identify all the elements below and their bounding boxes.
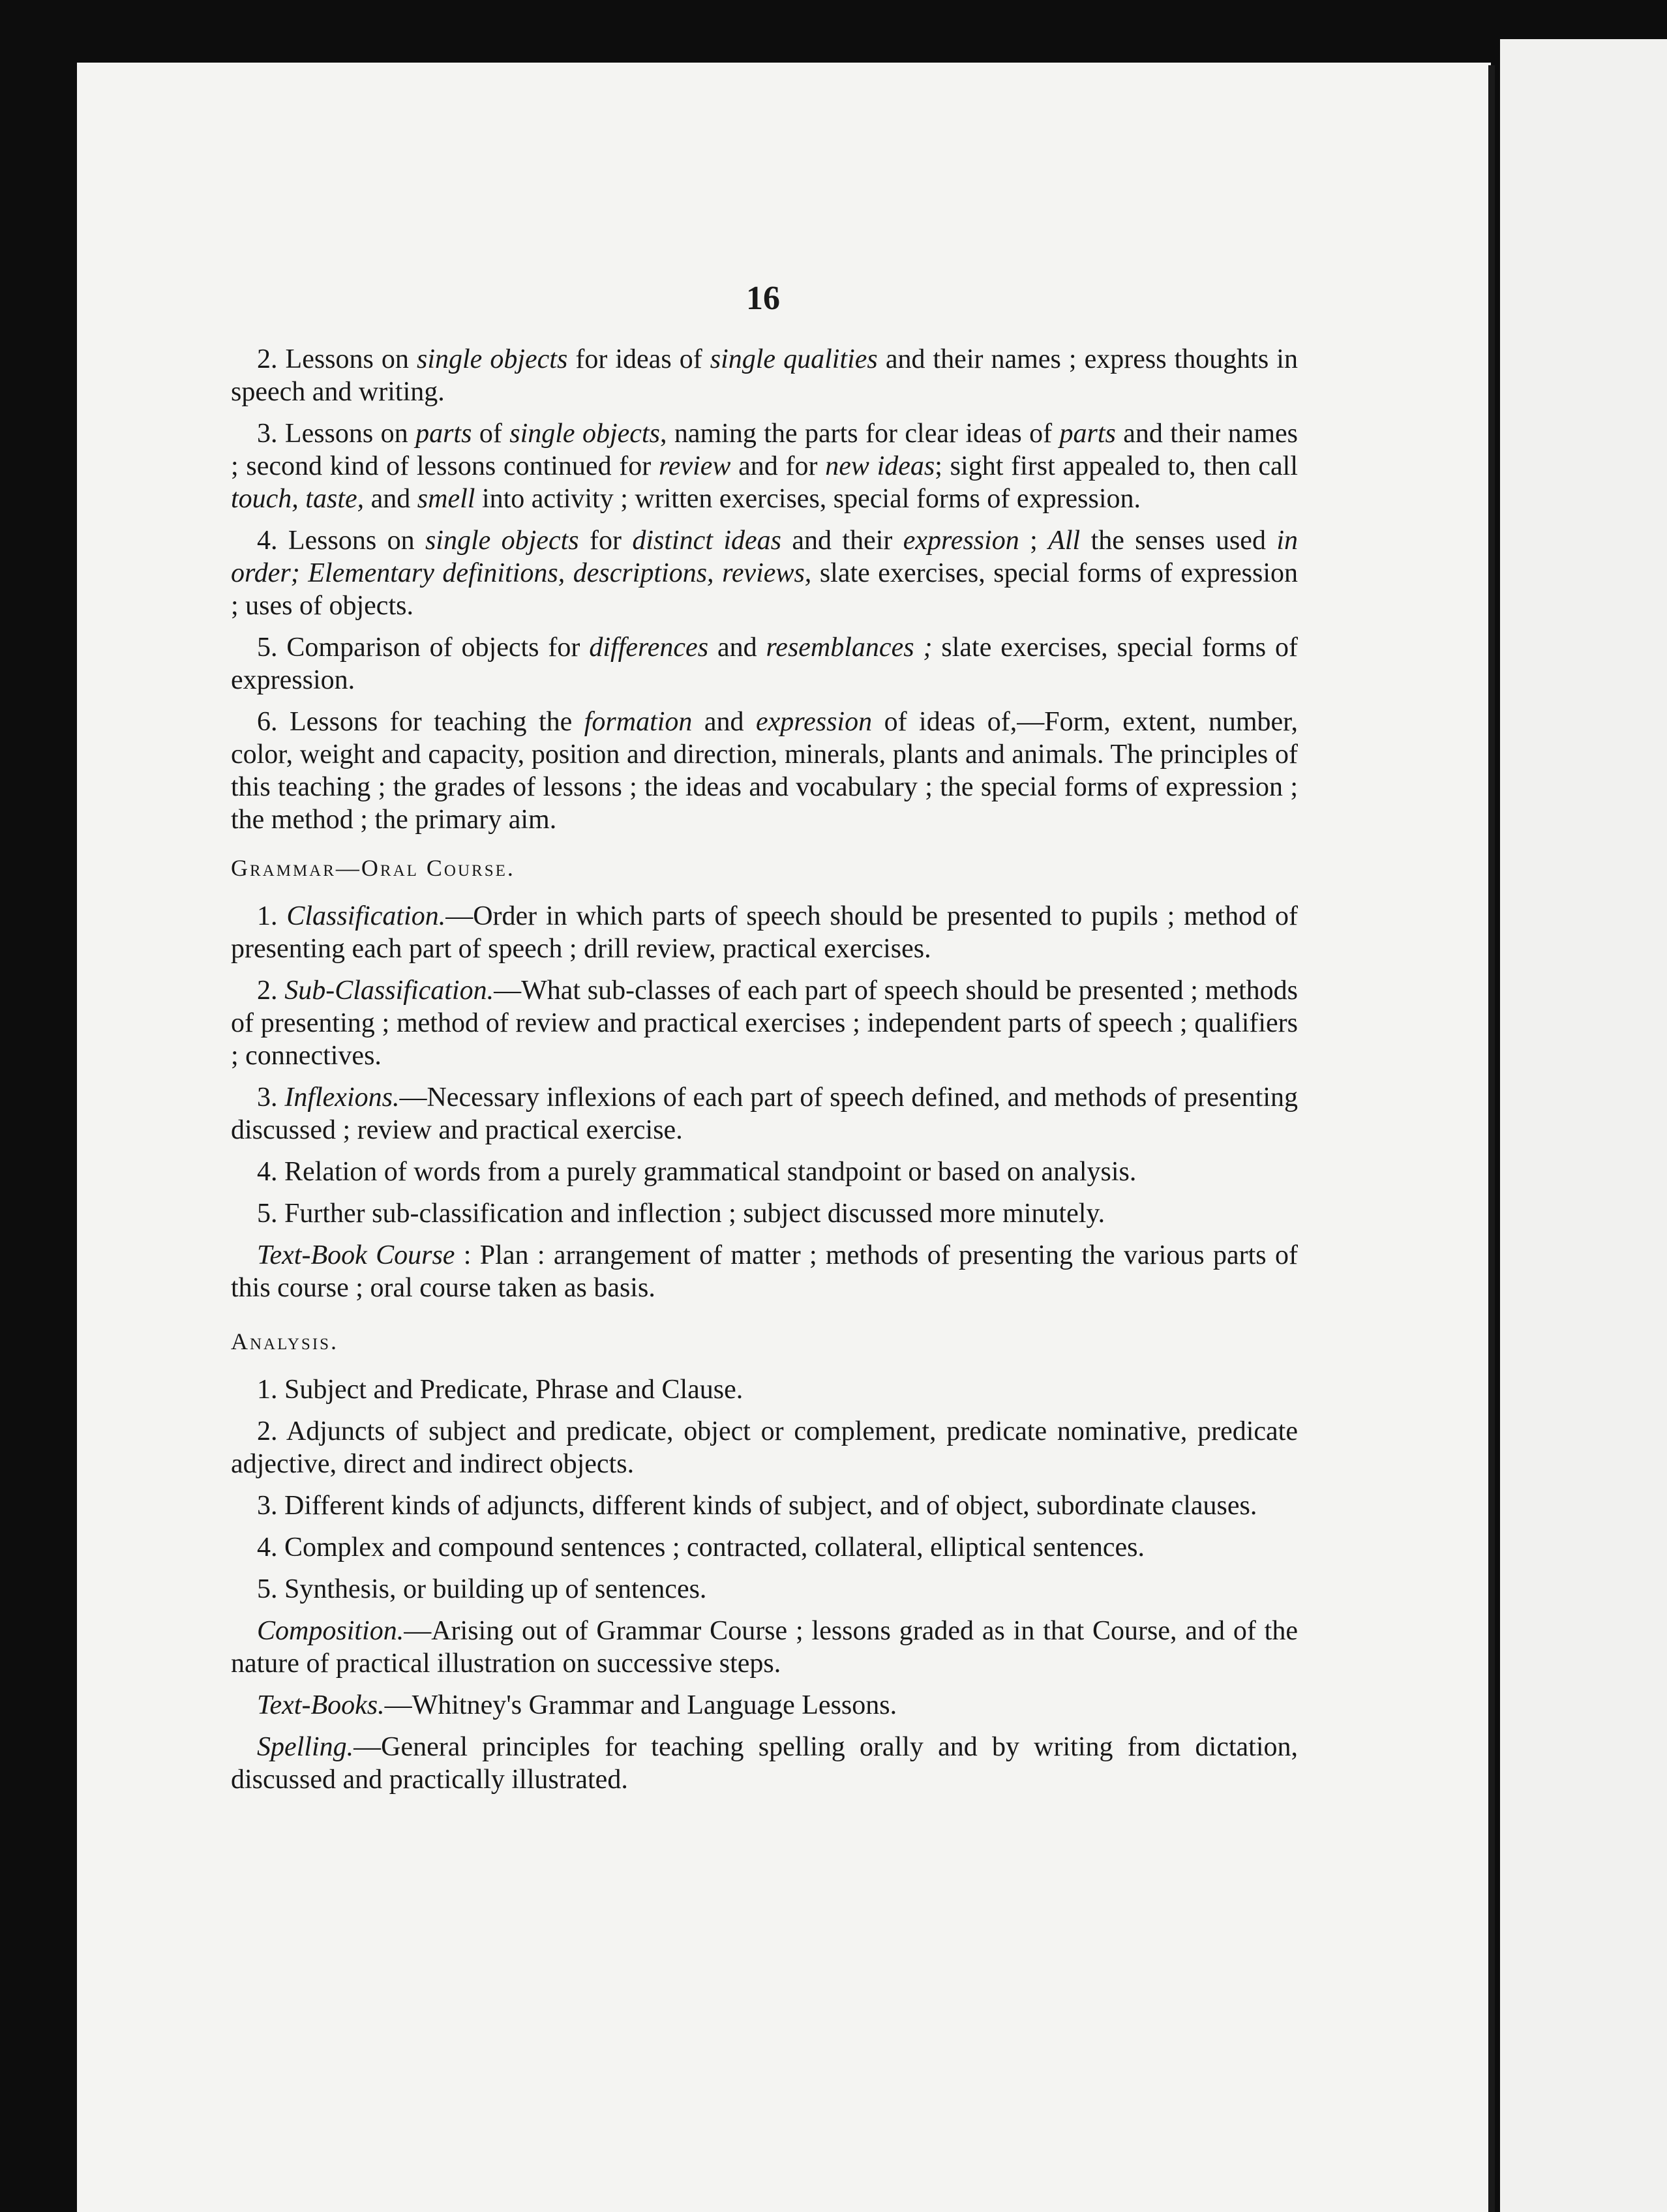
- text-run: and their names ; express thoughts in speech and writing.: [231, 344, 1298, 407]
- text-run: of: [472, 419, 510, 449]
- text-run: 5. Comparison of objects for: [257, 633, 590, 663]
- text-run: 2.: [257, 976, 285, 1006]
- text-run: into activity ; written exercises, special forms of expression.: [475, 484, 1141, 514]
- text-run: 3.: [257, 1083, 285, 1113]
- paragraph: [231, 1689, 1298, 1722]
- paragraph: [231, 1239, 1298, 1304]
- italic-text: Sub-Classification.: [284, 976, 494, 1006]
- text-run: ; sight first appealed to, then call: [935, 451, 1299, 481]
- paragraph: [231, 974, 1298, 1072]
- italic-text: single qualities: [710, 344, 878, 374]
- italic-text: expression: [756, 707, 873, 737]
- italic-text: single objects: [416, 344, 568, 374]
- paragraph: [231, 1615, 1298, 1680]
- text-run: 4. Relation of words from a purely grammatical standpoint or based on analysis.: [257, 1157, 1137, 1187]
- italic-text: parts: [415, 419, 472, 449]
- section: [231, 343, 1298, 836]
- italic-text: differences: [589, 633, 709, 663]
- text-run: and their: [781, 526, 903, 556]
- text-run: and their names ; second kind of lessons continued for: [231, 419, 1298, 481]
- italic-text: Text-Books.: [257, 1690, 385, 1720]
- paragraph: [231, 1573, 1298, 1606]
- text-run: 2. Adjuncts of subject and predicate, object or complement, predicate nominative, predicate adjective, direct and indirect objects.: [231, 1416, 1298, 1479]
- text-run: : Plan : arrangement of matter ; methods of presenting the various parts of this course ; oral course taken as basis.: [231, 1240, 1298, 1303]
- text-run: and: [364, 484, 417, 514]
- section: [231, 1325, 1298, 1796]
- text-run: for ideas of: [567, 344, 710, 374]
- paragraph: [231, 1197, 1298, 1230]
- text-run: 1. Subject and Predicate, Phrase and Clause.: [257, 1375, 743, 1405]
- page-fold: [1488, 65, 1495, 2212]
- text-run: and: [708, 633, 766, 663]
- paragraph: [231, 1373, 1298, 1406]
- italic-text: resemblances ;: [766, 633, 933, 663]
- paragraph: [231, 1081, 1298, 1146]
- italic-text: distinct ideas: [632, 526, 782, 556]
- italic-text: formation: [584, 707, 693, 737]
- text-run: —Order in which parts of speech should be presented to pupils ; method of presenting each part of speech ; drill review, practical exercises.: [231, 901, 1298, 964]
- paragraph: [231, 1156, 1298, 1188]
- italic-text: Spelling.: [257, 1732, 354, 1762]
- text-run: 5. Further sub-classification and inflection ; subject discussed more minutely.: [257, 1199, 1105, 1229]
- text-run: ;: [1019, 526, 1049, 556]
- italic-text: expression: [903, 526, 1019, 556]
- italic-text: new ideas: [825, 451, 935, 481]
- section: [231, 852, 1298, 1304]
- text-run: the senses used: [1080, 526, 1277, 556]
- text-run: —Necessary inflexions of each part of speech defined, and methods of presenting discussed ; review and practical exercise.: [231, 1083, 1299, 1145]
- text-run: and: [692, 707, 757, 737]
- paragraph: [231, 631, 1298, 696]
- paragraph: [231, 524, 1298, 622]
- italic-text: Composition.: [257, 1616, 404, 1646]
- paragraph: [231, 706, 1298, 836]
- italic-text: single objects: [509, 419, 660, 449]
- text-run: 2. Lessons on: [257, 344, 417, 374]
- italic-text: single objects: [425, 526, 579, 556]
- text-run: —Whitney's Grammar and Language Lessons.: [384, 1690, 897, 1720]
- text-run: slate exercises, special forms of expression ; uses of objects.: [231, 558, 1298, 621]
- text-run: —Arising out of Grammar Course ; lessons graded as in that Course, and of the nature of practical illustration on successive steps.: [231, 1616, 1298, 1679]
- paragraph: [231, 1731, 1298, 1796]
- text-run: 5. Synthesis, or building up of sentences.: [257, 1574, 707, 1604]
- text-run: of ideas of,—Form, extent, number, color, weight and capacity, position and direction, minerals, plants and animals. The principles of this teaching ; the grades of lessons ; the ideas and vocabulary ; the special forms of expression ; the method ; the primary aim.: [231, 707, 1298, 835]
- italic-text: smell: [417, 484, 475, 514]
- italic-text: review: [659, 451, 731, 481]
- italic-text: Inflexions.: [284, 1083, 400, 1113]
- text-run: for: [578, 526, 633, 556]
- section-heading: Grammar—Oral Course.: [231, 855, 515, 881]
- text-run: 6. Lessons for teaching the: [257, 707, 584, 737]
- italic-text: All: [1048, 526, 1081, 556]
- paragraph: [231, 900, 1298, 965]
- paragraph: [231, 417, 1298, 515]
- italic-text: in order; Elementary definitions, descriptions, reviews,: [231, 526, 1298, 588]
- facing-page-edge: [1500, 39, 1667, 2212]
- paragraph: [231, 343, 1298, 408]
- document-body: [231, 343, 1298, 1805]
- text-run: , naming the parts for clear ideas of: [659, 419, 1060, 449]
- italic-text: parts: [1059, 419, 1116, 449]
- text-run: 4. Complex and compound sentences ; contracted, collateral, elliptical sentences.: [257, 1532, 1145, 1562]
- italic-text: touch, taste,: [231, 484, 365, 514]
- section-heading: Analysis.: [231, 1328, 339, 1354]
- paragraph: [231, 1489, 1298, 1522]
- page-number: 16: [746, 280, 780, 317]
- text-run: slate exercises, special forms of expression.: [231, 633, 1298, 695]
- italic-text: Classification.: [286, 901, 446, 931]
- text-run: —What sub-classes of each part of speech should be presented ; methods of presenting ; method of review and practical exercises ; independent parts of speech ; qualifiers ; connectives.: [231, 976, 1299, 1071]
- text-run: and for: [730, 451, 826, 481]
- text-run: 1.: [257, 901, 287, 931]
- paragraph: [231, 1415, 1298, 1480]
- paragraph: [231, 1531, 1298, 1564]
- text-run: 3. Different kinds of adjuncts, different kinds of subject, and of object, subordinate clauses.: [257, 1491, 1257, 1521]
- text-run: 3. Lessons on: [257, 419, 416, 449]
- text-run: 4. Lessons on: [257, 526, 425, 556]
- text-run: —General principles for teaching spelling orally and by writing from dictation, discussed and practically illustrated.: [231, 1732, 1298, 1795]
- italic-text: Text-Book Course: [257, 1240, 455, 1270]
